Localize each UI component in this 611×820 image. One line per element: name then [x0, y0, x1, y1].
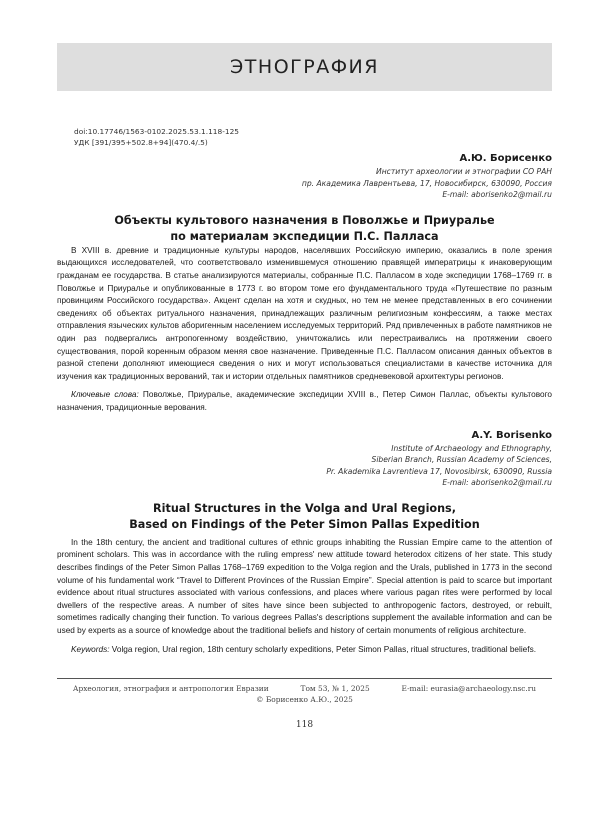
title-en [57, 501, 552, 533]
title-ru [57, 213, 552, 245]
footer-copyright: © Борисенко А.Ю., 2025 [256, 695, 353, 705]
footer-divider [57, 678, 552, 679]
title-en-line: Based on Findings of the Peter Simon Pallas Expedition [129, 517, 480, 531]
affiliation-line: Institute of Archaeology and Ethnography, [391, 443, 552, 453]
keywords-text-en: Volga region, Ural region, 18th century scholarly expeditions, Peter Simon Pallas, ritual structures, traditional beliefs. [109, 644, 536, 654]
abstract-en: In the 18th century, the ancient and traditional cultures of ethnic groups inhabiting the Russian Empire came to the attention of prominent scholars. This was in accordance with the ruling empress' new attitude toward heterodox citizens of her state. This study describes findings of the Peter Simon Pallas 1768–1769 expedition to the Volga region and the Urals, published in 1773 in the second volume of his fundamental work “Travel to Different Provinces of the Russian Empire”. Special attention is paid to scarce but important evidence about ritual structures associated with various confessions, and places where various pagan rites were performed by local dwellers of the respective areas. A number of sites have since been subjected to anthropogenic factors, destroyed, or rebuilt, sometimes radically changing their function. To various degrees Pallas's descriptions supplement the available information and can be used by experts as a source of knowledge about the traditional beliefs and history of certain monuments of religious architecture. [57, 537, 552, 636]
author-name-ru: А.Ю. Борисенко [459, 153, 552, 164]
udk: УДК [391/395+502.8+94](470.4/.5) [74, 138, 208, 147]
section-header-banner [57, 43, 552, 91]
section-header: ЭТНОГРАФИЯ [230, 56, 379, 78]
article-meta [74, 126, 552, 148]
author-email-en[interactable]: E-mail: aborisenko2@mail.ru [442, 478, 552, 488]
keywords-en [57, 644, 552, 657]
footer-journal: Археология, этнография и антропология Евразии [72, 684, 269, 694]
affiliation-line: Институт археологии и этнографии СО РАН [376, 167, 552, 176]
keywords-text-ru: Поволжье, Приуралье, академические экспедиции XVIII в., Петер Симон Паллас, объекты культового назначения, традиционные верования. [57, 390, 552, 412]
affiliation-line: Siberian Branch, Russian Academy of Sciences, [371, 455, 552, 465]
doi[interactable]: doi:10.17746/1563-0102.2025.53.1.118-125 [74, 127, 239, 136]
title-en-line: Ritual Structures in the Volga and Ural Regions, [153, 501, 456, 515]
keywords-label-ru: Ключевые слова: [71, 390, 139, 400]
footer-volume: Том 53, № 1, 2025 [300, 684, 370, 694]
title-ru-line: Объекты культового назначения в Поволжье и Приуралье [114, 213, 495, 227]
keywords-ru [57, 389, 552, 414]
title-ru-line: по материалам экспедиции П.С. Палласа [170, 229, 439, 243]
author-email-ru[interactable]: E-mail: aborisenko2@mail.ru [442, 190, 552, 200]
keywords-label-en: Keywords: [71, 644, 110, 654]
footer-email[interactable]: E-mail: eurasia@archaeology.nsc.ru [401, 684, 537, 694]
author-name-en: A.Y. Borisenko [471, 429, 552, 441]
abstract-ru: В XVIII в. древние и традиционные культуры народов, населявших Российскую империю, оказались в поле зрения выдающихся исследователей, что соответствовало изменившемуся отношению правящей императрицы к инаковерующим гражданам ее государства. В статье анализируются материалы, собранные П.С. Палласом в ходе экспедиции 1768–1769 гг. в Поволжье и Приуралье и опубликованные в 1773 г. во втором томе его фундаментального труда «Путешествие по разным провинциям Российского государства». Акцент сделан на хотя и скудных, но тем не менее представленных в его сочинении сведениях об объектах ритуального назначения, принадлежащих различным религиозным конфессиям, а также местах отправления языческих культов аборигенным населением исследуемых территорий. Ряд привлеченных в работе памятников не один раз подвергались антропогенному воздействию, уничтожались или перестраивались на протяжении своего существования, порой коренным образом меняя свое назначение. Приведенные П.С. Палласом описания данных объектов в разной степени дополняют имеющиеся сведения о них и могут использоваться специалистами в качестве источника для изучения как традиционных верований, так и истории отдельных памятников средневековой архитектуры регионов. [57, 245, 552, 381]
author-en [57, 429, 552, 489]
affiliation-line: Pr. Akademika Lavrentieva 17, Novosibirsk, 630090, Russia [326, 466, 552, 476]
footer [57, 683, 552, 694]
page-column [57, 0, 552, 741]
page-number: 118 [295, 720, 314, 731]
affiliation-line: пр. Академика Лаврентьева, 17, Новосибирск, 630090, Россия [301, 178, 552, 188]
author-ru [57, 152, 552, 201]
